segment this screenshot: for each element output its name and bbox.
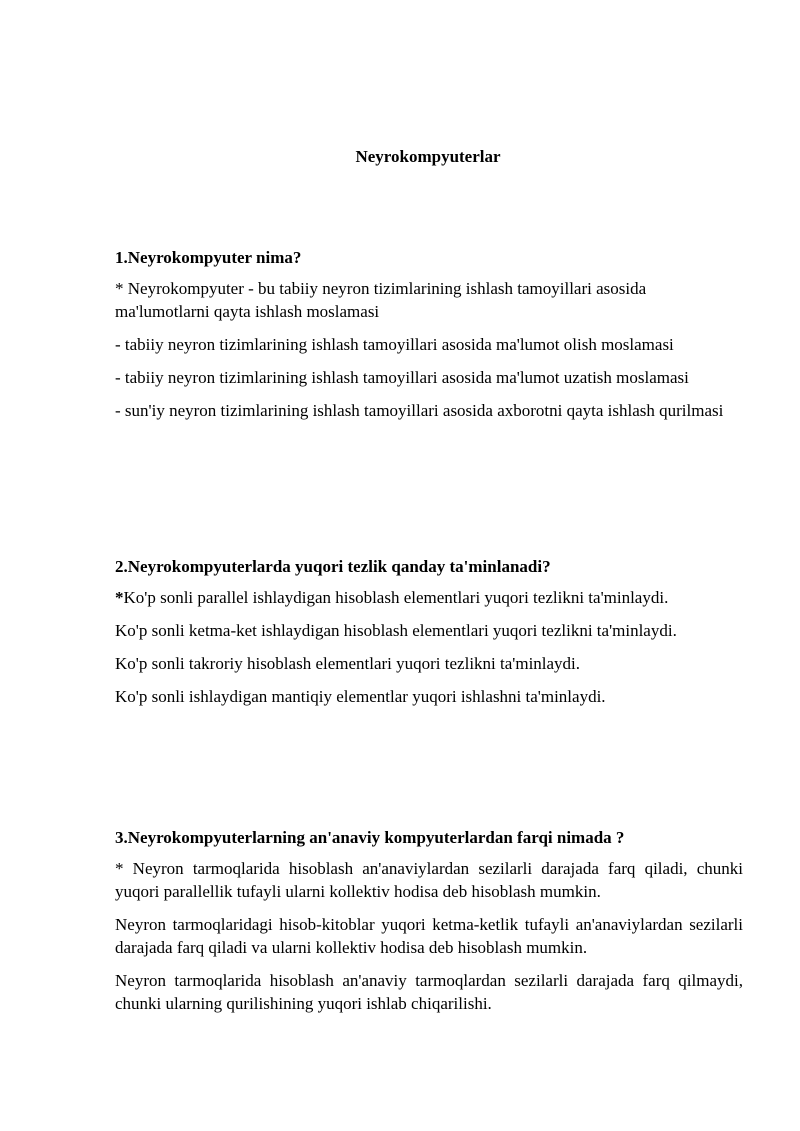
question-2: [115, 556, 743, 718]
question-2-answer-1-text: Ko'p sonli parallel ishlaydigan hisoblash elementlari yuqori tezlikni ta'minlaydi.: [123, 588, 669, 607]
question-2-answer-4: Ko'p sonli ishlaydigan mantiqiy elementlar yuqori ishlashni ta'minlaydi.: [115, 687, 606, 706]
question-2-answer-1: [115, 586, 743, 609]
question-2-answer-2: Ko'p sonli ketma-ket ishlaydigan hisoblash elementlari yuqori tezlikni ta'minlaydi.: [115, 621, 677, 640]
question-2-heading: 2.Neyrokompyuterlarda yuqori tezlik qanday ta'minlanadi?: [115, 557, 551, 576]
question-1-answer-2: - tabiiy neyron tizimlarining ishlash tamoyillari asosida ma'lumot olish moslamasi: [115, 335, 674, 354]
question-3-answer-3: Neyron tarmoqlarida hisoblash an'anaviy tarmoqlardan sezilarli darajada farq qilmaydi, chunki ularning qurilishining yuqori ishlab chiqarilishi.: [115, 971, 743, 1013]
question-1-answer-4: - sun'iy neyron tizimlarining ishlash tamoyillari asosida axborotni qayta ishlash qurilmasi: [115, 401, 724, 420]
correct-answer-marker: *: [115, 588, 124, 607]
question-3-answer-1: * Neyron tarmoqlarida hisoblash an'anaviylardan sezilarli darajada farq qiladi, chunki yuqori parallellik tufayli ularni kollektiv hodisa deb hisoblash mumkin.: [115, 859, 743, 901]
question-1-heading: 1.Neyrokompyuter nima?: [115, 248, 302, 267]
question-1-answer-1: * Neyrokompyuter - bu tabiiy neyron tizimlarining ishlash tamoyillari asosida ma'lumotlarni qayta ishlash moslamasi: [115, 279, 647, 321]
question-2-answer-3: Ko'p sonli takroriy hisoblash elementlari yuqori tezlikni ta'minlaydi.: [115, 654, 581, 673]
question-1: [115, 247, 743, 432]
question-3-heading: 3.Neyrokompyuterlarning an'anaviy kompyuterlardan farqi nimada ?: [115, 828, 625, 847]
document-title: Neyrokompyuterlar: [355, 147, 501, 166]
question-1-answer-3: - tabiiy neyron tizimlarining ishlash tamoyillari asosida ma'lumot uzatish moslamasi: [115, 368, 689, 387]
question-3-answer-2: Neyron tarmoqlaridagi hisob-kitoblar yuqori ketma-ketlik tufayli an'anaviylardan sezilarli darajada farq qiladi va ularni kollektiv hodisa deb hisoblash mumkin.: [115, 915, 743, 957]
question-3: [115, 827, 743, 1025]
